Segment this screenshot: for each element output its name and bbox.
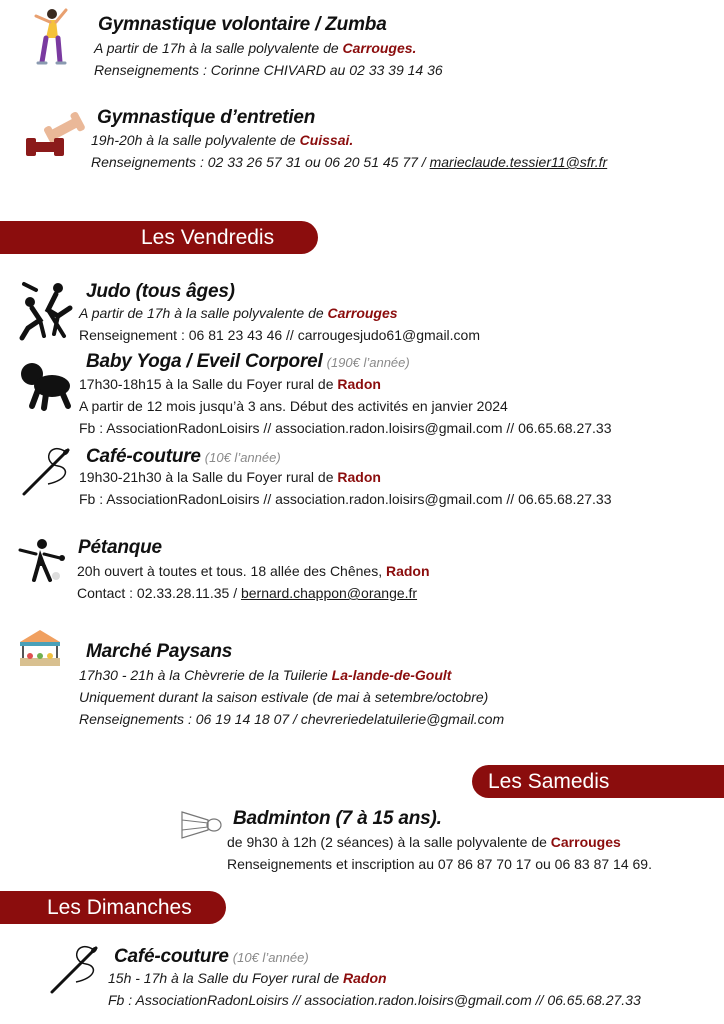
- badminton-place: Carrouges: [550, 834, 621, 850]
- cafe2-place: Radon: [343, 970, 387, 986]
- cafe2-price: (10€ l’année): [232, 950, 309, 965]
- petanque-player-icon: [16, 536, 68, 584]
- crawling-baby-icon: [18, 362, 74, 410]
- banner-samedis: Les Samedis: [472, 765, 724, 798]
- zumba-place: Carrouges.: [342, 40, 417, 56]
- badminton-title: Badminton (7 à 15 ans).: [233, 808, 442, 829]
- dumbbell-icon: [24, 112, 86, 162]
- cafe2-title: Café-couture (10€ l’année): [114, 946, 309, 967]
- petanque-title: Pétanque: [78, 537, 162, 558]
- petanque-line-2: Contact : 02.33.28.11.35 / bernard.chappon@orange.fr: [77, 585, 418, 601]
- entretien-title: Gymnastique d’entretien: [97, 107, 316, 128]
- zumba-title: Gymnastique volontaire / Zumba: [98, 14, 387, 35]
- marche-line-3: Renseignements : 06 19 14 18 07 / chevreriedelatuilerie@gmail.com: [79, 711, 505, 727]
- cafe1-price: (10€ l’année): [204, 450, 281, 465]
- petanque-place: Radon: [385, 563, 430, 579]
- badminton-line-1: de 9h30 à 12h (2 séances) à la salle polyvalente de Carrouges: [227, 834, 621, 850]
- shuttlecock-icon: [178, 808, 224, 842]
- petanque-line-1: 20h ouvert à toutes et tous. 18 allée des Chênes, Radon: [77, 563, 430, 579]
- needle-thread-icon: [46, 942, 104, 998]
- judo-fighters-icon: [18, 280, 74, 340]
- babyyoga-line-3: Fb : AssociationRadonLoisirs // association.radon.loisirs@gmail.com // 06.65.68.27.33: [79, 420, 612, 436]
- judo-line-2: Renseignement : 06 81 23 43 46 // carrougesjudo61@gmail.com: [79, 327, 481, 343]
- marche-place: La-lande-de-Goult: [331, 667, 452, 683]
- entretien-place: Cuissai.: [299, 132, 354, 148]
- zumba-line-1: A partir de 17h à la salle polyvalente de Carrouges.: [94, 40, 417, 56]
- cafe1-line-2: Fb : AssociationRadonLoisirs // association.radon.loisirs@gmail.com // 06.65.68.27.33: [79, 491, 612, 507]
- cafe1-place: Radon: [337, 469, 381, 485]
- cafe1-title: Café-couture (10€ l’année): [86, 446, 281, 467]
- zumba-dancer-icon: [30, 6, 72, 68]
- cafe1-line-1: 19h30-21h30 à la Salle du Foyer rural de Radon: [79, 469, 381, 485]
- petanque-email-link[interactable]: bernard.chappon@orange.fr: [240, 585, 418, 601]
- banner-vendredis: Les Vendredis: [0, 221, 318, 254]
- babyyoga-line-2: A partir de 12 mois jusqu’à 3 ans. Début des activités en janvier 2024: [79, 398, 508, 414]
- babyyoga-price: (190€ l’année): [326, 355, 410, 370]
- babyyoga-line-1: 17h30-18h15 à la Salle du Foyer rural de Radon: [79, 376, 381, 392]
- badminton-line-2: Renseignements et inscription au 07 86 87 70 17 ou 06 83 87 14 69.: [227, 856, 652, 872]
- zumba-line-2: Renseignements : Corinne CHIVARD au 02 33 39 14 36: [94, 62, 443, 78]
- babyyoga-place: Radon: [337, 376, 381, 392]
- market-stall-icon: [16, 628, 64, 670]
- banner-dimanches: Les Dimanches: [0, 891, 226, 924]
- entretien-line-1: 19h-20h à la salle polyvalente de Cuissai.: [91, 132, 354, 148]
- marche-line-1: 17h30 - 21h à la Chèvrerie de la Tuilerie La-lande-de-Goult: [79, 667, 452, 683]
- babyyoga-title: Baby Yoga / Eveil Corporel (190€ l’année): [86, 351, 410, 372]
- marche-title: Marché Paysans: [86, 641, 233, 662]
- marche-line-2: Uniquement durant la saison estivale (de mai à setembre/octobre): [79, 689, 489, 705]
- entretien-line-2: Renseignements : 02 33 26 57 31 ou 06 20 51 45 77 / marieclaude.tessier11@sfr.fr: [91, 154, 608, 170]
- needle-thread-icon: [18, 444, 76, 500]
- judo-title: Judo (tous âges): [86, 281, 235, 302]
- cafe2-line-1: 15h - 17h à la Salle du Foyer rural de Radon: [108, 970, 387, 986]
- judo-place: Carrouges: [327, 305, 398, 321]
- cafe2-line-2: Fb : AssociationRadonLoisirs // association.radon.loisirs@gmail.com // 06.65.68.27.33: [108, 992, 641, 1008]
- entretien-email-link[interactable]: marieclaude.tessier11@sfr.fr: [429, 154, 608, 170]
- judo-line-1: A partir de 17h à la salle polyvalente de Carrouges: [79, 305, 398, 321]
